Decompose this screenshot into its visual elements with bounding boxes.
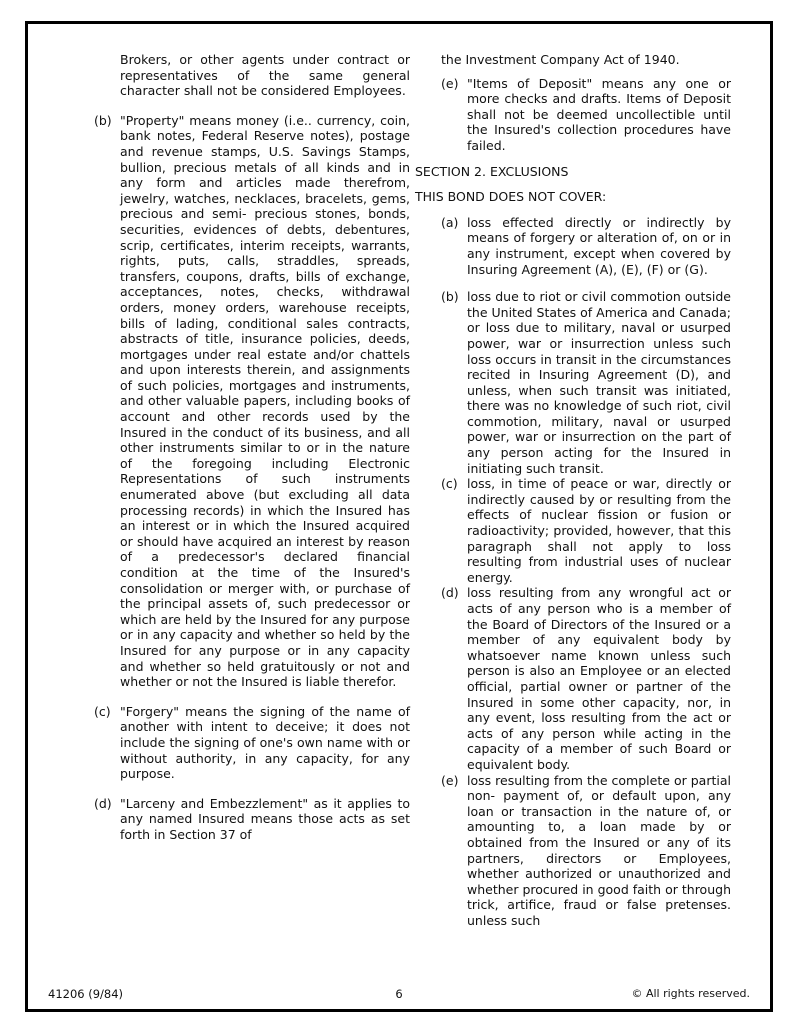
item-label: (d) bbox=[441, 585, 459, 601]
item-text: loss, in time of peace or war, directly or indirectly caused by or resulting from the effects of nuclear fission or fusion or radioactivity; provided, however, that this paragraph shall not apply to loss resulting from industrial uses of nuclear energy. bbox=[467, 476, 731, 585]
item-text: "Forgery" means the signing of the name of another with intent to deceive; it does not include the signing of one's own name with or without authority, in any capacity, for any purpose. bbox=[120, 703, 410, 782]
exclusion-item-a bbox=[441, 215, 731, 277]
exclusion-item-b bbox=[441, 289, 731, 476]
section-subheading: THIS BOND DOES NOT COVER: bbox=[415, 189, 607, 205]
copyright-notice: © All rights reserved. bbox=[631, 987, 750, 1000]
item-label: (b) bbox=[94, 112, 112, 128]
definition-item-c bbox=[94, 704, 410, 782]
item-text: loss resulting from the complete or partial non- payment of, or default upon, any loan or transaction in the nature of, or amounting to, a loan made by or obtained from the Insured or any of its partners, directors or Employees, whether authorized or unauthorized and whether procured in good faith or through trick, artifice, fraud or false pretenses. unless such bbox=[467, 772, 731, 928]
item-text: "Property" means money (i.e.. currency, coin, bank notes, Federal Reserve notes), postage and revenue stamps, U.S. Savings Stamps, bullion, precious metals of all kinds and in any form and articles made therefrom, jewelry, watches, necklaces, bracelets, gems, precious and semi- precious stones, bonds, securities, evidences of debts, debentures, scrip, certificates, interim receipts, warrants, rights, puts, calls, straddles, spreads, transfers, coupons, drafts, bills of exchange, acceptances, notes, checks, withdrawal orders, money orders, warehouse receipts, bills of lading, conditional sales contracts, abstracts of title, insurance policies, deeds, mortgages under real estate and/or chattels and upon interests therein, and assignments of such policies, mortgages and instruments, and other valuable papers, including books of account and other records used by the Insured in the conduct of its business, and all other instruments similar to or in the nature of the foregoing including Electronic Representations of such instruments enumerated above (but excluding all data processing records) in which the Insured has an interest or in which the Insured acquired or should have acquired an interest by reason of a predecessor's declared financial condition at the time of the Insured's consolidation or merger with, or purchase of the principal assets of, such predecessor or which are held by the Insured for any purpose or in any capacity and whether so held by the Insured for any purpose or in any capacity and whether so held gratuitously or not and whether or not the Insured is liable therefor. bbox=[120, 112, 410, 690]
item-label: (c) bbox=[441, 476, 458, 492]
item-label: (b) bbox=[441, 289, 459, 305]
definition-item-e bbox=[441, 76, 731, 154]
exclusion-item-e bbox=[441, 773, 731, 929]
item-label: (e) bbox=[441, 772, 459, 788]
item-text: "Larceny and Embezzlement" as it applies to any named Insured means those acts as set forth in Section 37 of bbox=[120, 795, 410, 842]
form-number: 41206 (9/84) bbox=[48, 987, 124, 1001]
page-number: 6 bbox=[395, 987, 403, 1001]
definition-item-d bbox=[94, 796, 410, 843]
item-text: loss effected directly or indirectly by means of forgery or alteration of, on or in any instrument, except when covered by Insuring Agreement (A), (E), (F) or (G). bbox=[467, 214, 731, 277]
exclusion-item-c bbox=[441, 476, 731, 585]
item-text: loss resulting from any wrongful act or acts of any person who is a member of the Board of Directors of the Insured or a member of any equivalent body by whatsoever name known unless such person is also an Employee or an elected official, partial owner or partner of the Insured in some other capacity, nor, in any event, loss resulting from the act or acts of any person while acting in the capacity of a member of such Board or equivalent body. bbox=[467, 585, 731, 772]
item-label: (c) bbox=[94, 703, 111, 719]
right-column bbox=[415, 52, 731, 928]
item-label: (a) bbox=[441, 214, 459, 230]
item-text: loss due to riot or civil commotion outside the United States of America and Canada; or loss due to military, naval or usurped power, war or insurrection unless such loss occurs in transit in the circumstances recited in Insuring Agreement (D), and unless, when such transit was initiated, there was no knowledge of such riot, civil commotion, military, naval or usurped power, war or insurrection on the part of any person acting for the Insured in initiating such transit. bbox=[467, 289, 731, 476]
definition-item-b bbox=[94, 113, 410, 690]
section-heading: SECTION 2. EXCLUSIONS bbox=[415, 163, 569, 179]
document-page bbox=[25, 21, 773, 1012]
item-label: (d) bbox=[94, 795, 112, 811]
intro-paragraph: Brokers, or other agents under contract or representatives of the same general character shall not be considered Employees. bbox=[120, 52, 410, 99]
item-text: "Items of Deposit" means any one or more checks and drafts. Items of Deposit shall not be deemed uncollectible until the Insured's collection procedures have failed. bbox=[467, 75, 731, 153]
left-column bbox=[94, 52, 410, 843]
exclusion-item-d bbox=[441, 585, 731, 772]
item-label: (e) bbox=[441, 75, 459, 91]
continuation-text: the Investment Company Act of 1940. bbox=[441, 52, 680, 67]
